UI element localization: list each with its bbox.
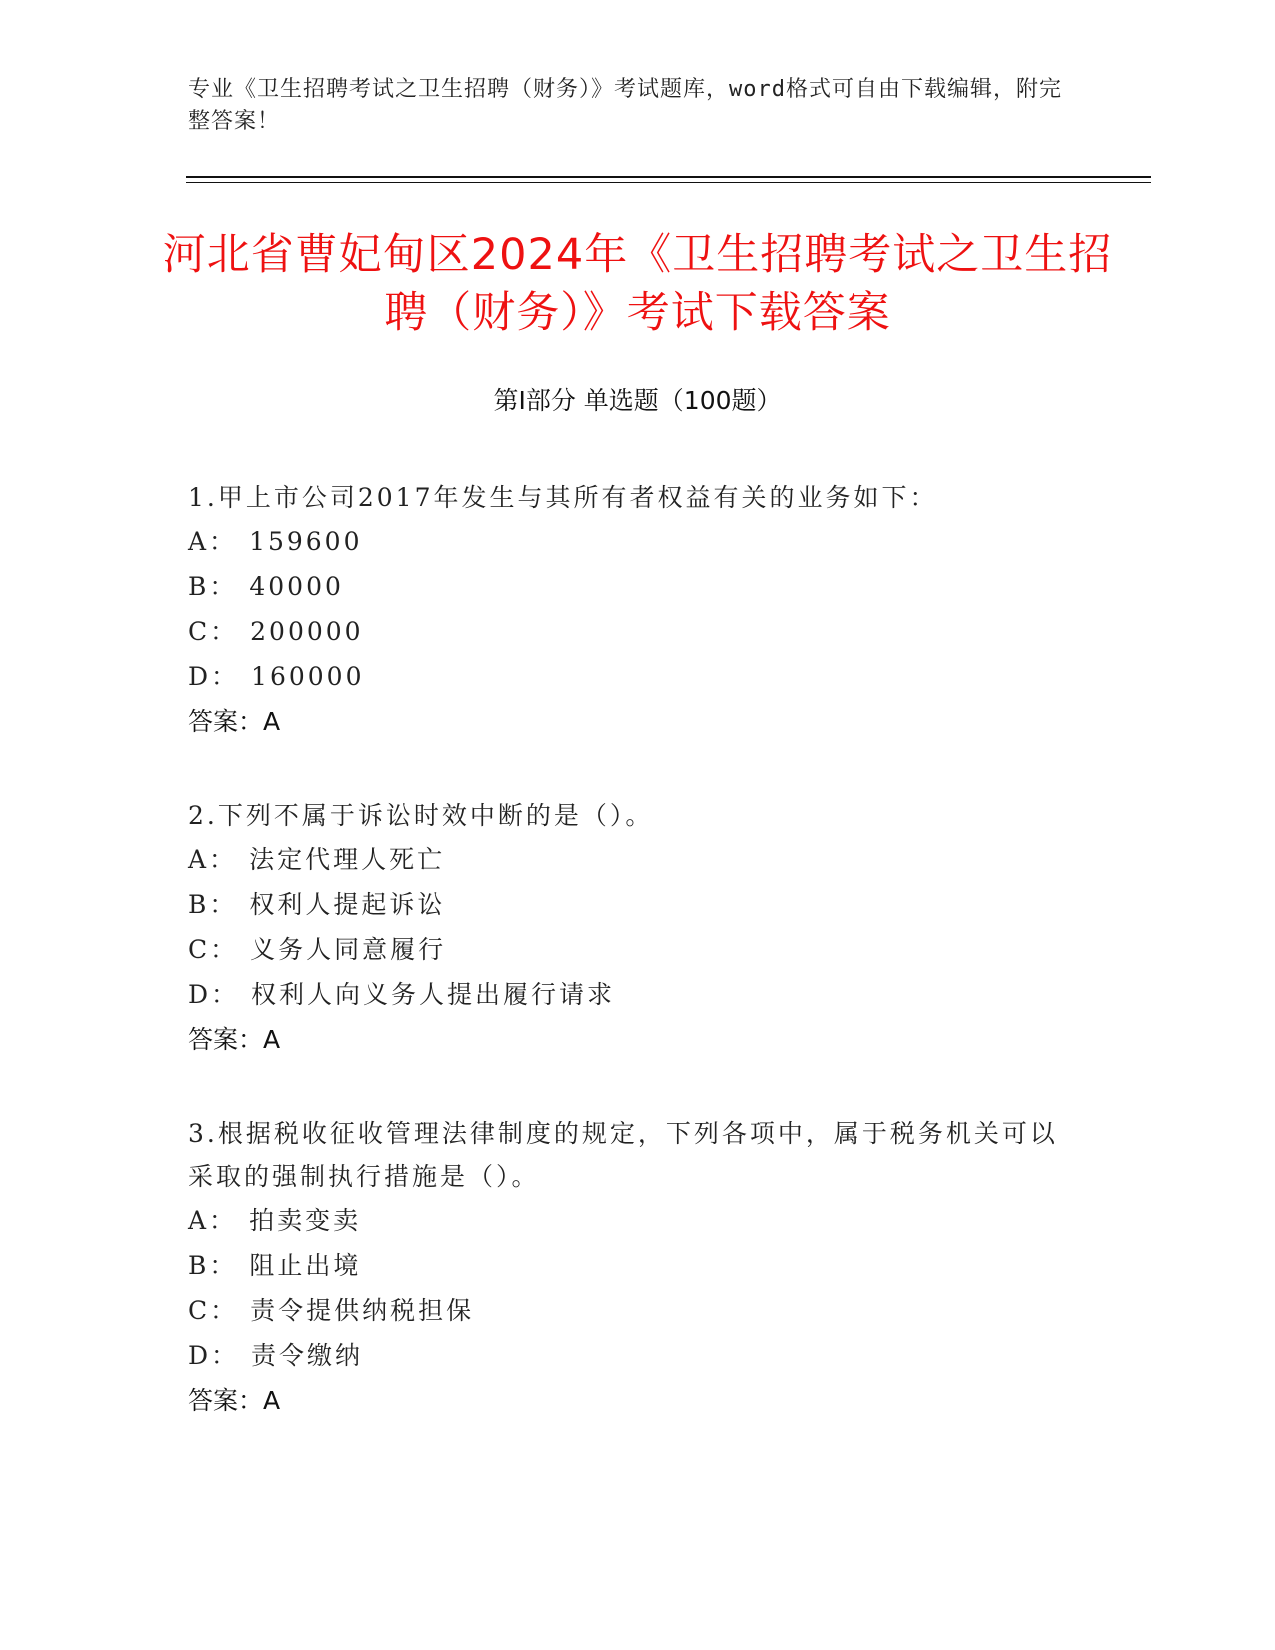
question-stem: 3.根据税收征收管理法律制度的规定，下列各项中，属于税务机关可以采取的强制执行措施是（）。 <box>188 1119 1058 1191</box>
option-letter: B： <box>188 572 238 601</box>
option-letter: D： <box>188 1341 240 1370</box>
option-b <box>188 1243 1068 1288</box>
option-text: 义务人同意履行 <box>250 935 447 964</box>
option-text: 权利人提起诉讼 <box>249 890 446 919</box>
option-letter: D： <box>188 662 240 691</box>
option-letter: C： <box>188 935 239 964</box>
option-text: 权利人向义务人提出履行请求 <box>251 980 616 1009</box>
document-title: 河北省曹妃甸区2024年《卫生招聘考试之卫生招聘（财务）》考试下载答案 <box>162 230 1113 338</box>
option-letter: B： <box>188 890 238 919</box>
option-letter: C： <box>188 617 239 646</box>
option-letter: A： <box>188 1206 238 1235</box>
option-a <box>188 1198 1068 1243</box>
header-note: 专业《卫生招聘考试之卫生招聘（财务）》考试题库，word格式可自由下载编辑，附完整答案！ <box>188 77 1062 134</box>
option-letter: C： <box>188 1296 239 1325</box>
answer-line: 答案：A <box>188 707 281 736</box>
option-letter: B： <box>188 1251 238 1280</box>
question-list <box>188 476 1068 1473</box>
option-text: 159600 <box>249 527 363 556</box>
option-text: 责令提供纳税担保 <box>250 1296 475 1325</box>
option-c <box>188 927 1068 972</box>
option-text: 200000 <box>250 617 364 646</box>
option-a <box>188 519 1068 564</box>
option-d <box>188 972 1068 1017</box>
option-text: 阻止出境 <box>249 1251 362 1280</box>
option-d <box>188 1333 1068 1378</box>
option-text: 160000 <box>251 662 365 691</box>
question-2 <box>188 794 1068 1062</box>
option-c <box>188 609 1068 654</box>
option-letter: D： <box>188 980 240 1009</box>
option-text: 法定代理人死亡 <box>249 845 446 874</box>
option-b <box>188 564 1068 609</box>
answer-line: 答案：A <box>188 1025 281 1054</box>
option-letter: A： <box>188 527 238 556</box>
section-heading: 第Ⅰ部分 单选题（100题） <box>493 386 782 415</box>
option-a <box>188 837 1068 882</box>
option-letter: A： <box>188 845 238 874</box>
question-stem: 1.甲上市公司2017年发生与其所有者权益有关的业务如下： <box>188 483 938 512</box>
option-d <box>188 654 1068 699</box>
question-1 <box>188 476 1068 744</box>
option-text: 责令缴纳 <box>251 1341 364 1370</box>
option-text: 拍卖变卖 <box>249 1206 362 1235</box>
option-c <box>188 1288 1068 1333</box>
header-divider-thick <box>186 176 1151 178</box>
question-stem: 2.下列不属于诉讼时效中断的是（）。 <box>188 801 654 830</box>
option-b <box>188 882 1068 927</box>
answer-line: 答案：A <box>188 1386 281 1415</box>
header-divider-thin <box>186 182 1151 183</box>
question-3 <box>188 1112 1068 1423</box>
option-text: 40000 <box>249 572 344 601</box>
